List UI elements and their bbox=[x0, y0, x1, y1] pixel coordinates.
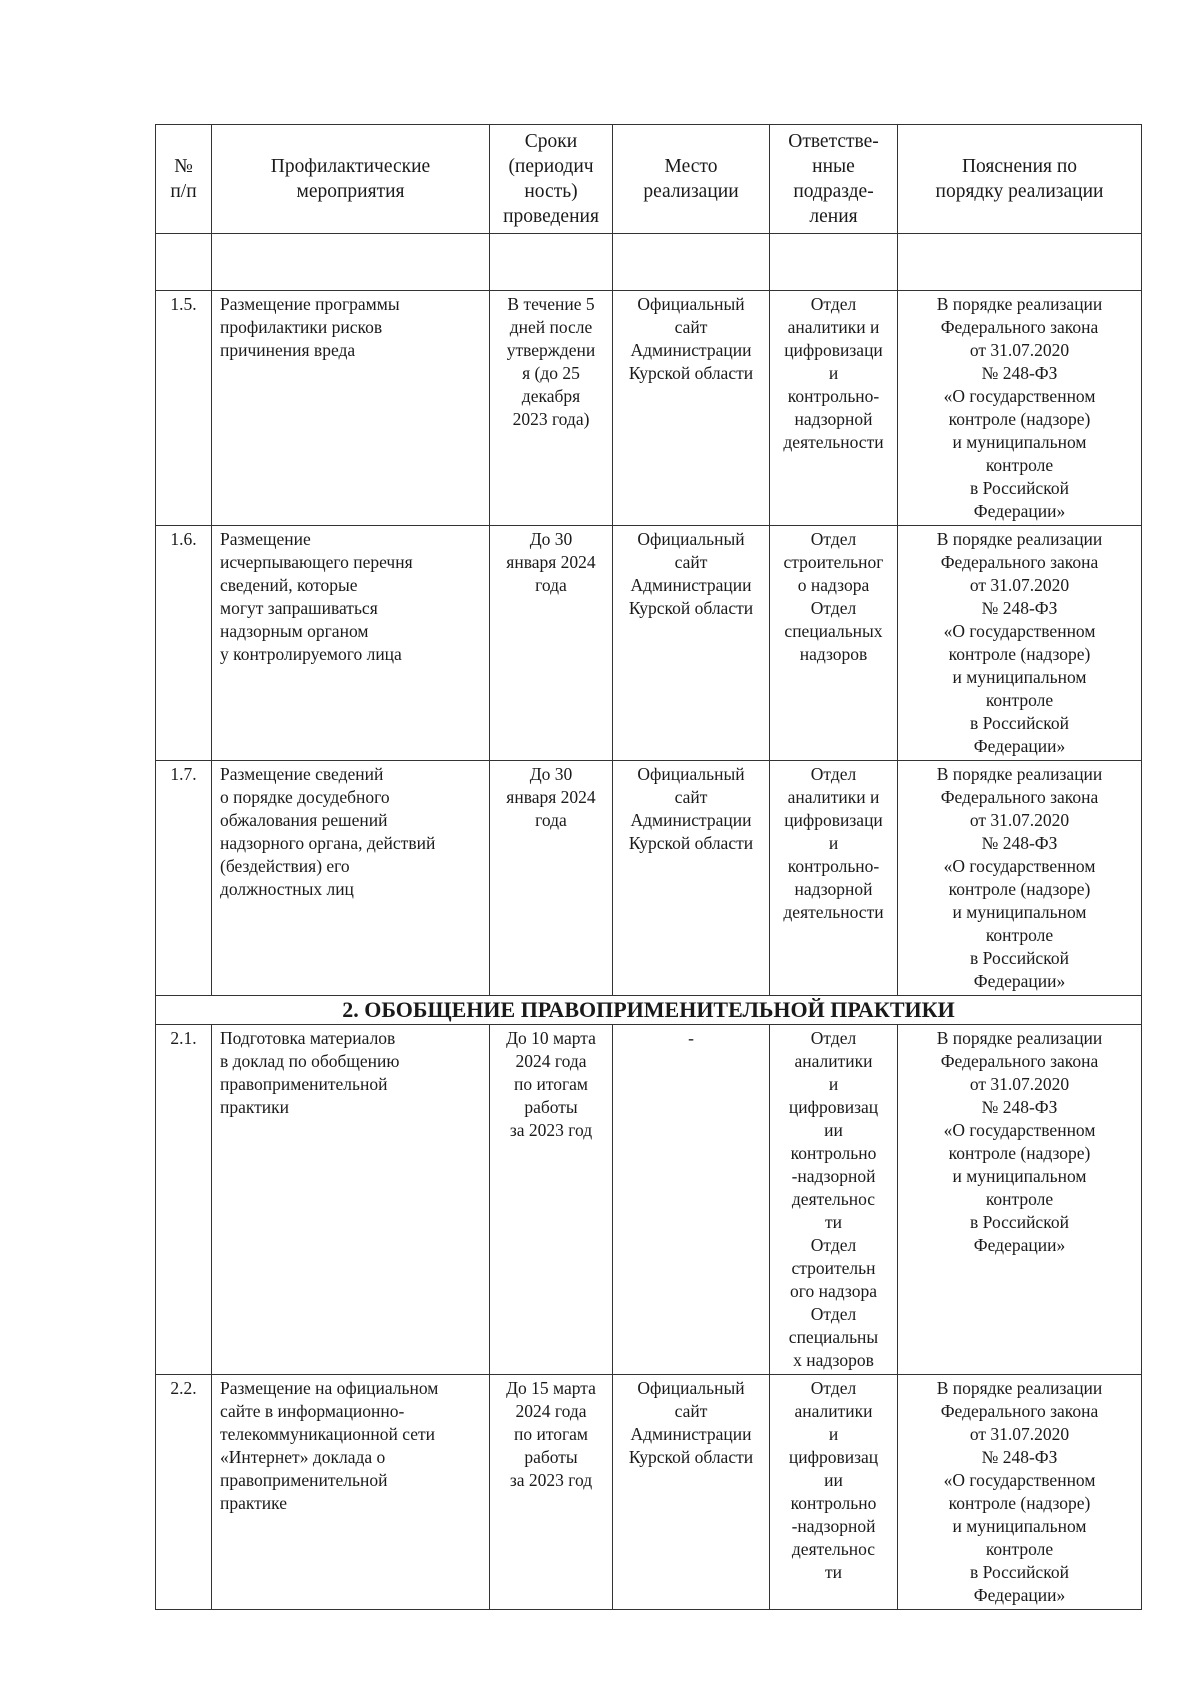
section-title: 2. ОБОБЩЕНИЕ ПРАВОПРИМЕНИТЕЛЬНОЙ ПРАКТИКИ bbox=[156, 996, 1142, 1025]
document-page bbox=[155, 124, 1141, 1610]
table-row bbox=[156, 1025, 1142, 1375]
header-activity: Профилактические мероприятия bbox=[212, 125, 490, 234]
row-responsible: Отдел аналитики и цифровизац ии контрольно -надзорной деятельнос ти Отдел строительн ого надзора Отдел специальны х надзоров bbox=[770, 1025, 898, 1375]
table-row bbox=[156, 526, 1142, 761]
row-terms: До 30 января 2024 года bbox=[490, 761, 613, 996]
empty-cell bbox=[156, 234, 212, 291]
row-responsible: Отдел строительног о надзора Отдел специальных надзоров bbox=[770, 526, 898, 761]
row-num: 1.5. bbox=[156, 291, 212, 526]
empty-cell bbox=[898, 234, 1142, 291]
empty-cell bbox=[613, 234, 770, 291]
empty-cell bbox=[770, 234, 898, 291]
row-notes: В порядке реализации Федерального закона от 31.07.2020 № 248-ФЗ «О государственном контроле (надзоре) и муниципальном контроле в Российской Федерации» bbox=[898, 761, 1142, 996]
row-terms: В течение 5 дней после утверждени я (до 25 декабря 2023 года) bbox=[490, 291, 613, 526]
row-place: Официальный сайт Администрации Курской области bbox=[613, 761, 770, 996]
row-activity: Подготовка материалов в доклад по обобщению правоприменительной практики bbox=[212, 1025, 490, 1375]
row-notes: В порядке реализации Федерального закона от 31.07.2020 № 248-ФЗ «О государственном контроле (надзоре) и муниципальном контроле в Российской Федерации» bbox=[898, 1375, 1142, 1610]
row-num: 1.7. bbox=[156, 761, 212, 996]
activities-table bbox=[155, 124, 1142, 1610]
header-notes: Пояснения по порядку реализации bbox=[898, 125, 1142, 234]
row-place: Официальный сайт Администрации Курской области bbox=[613, 526, 770, 761]
header-place: Место реализации bbox=[613, 125, 770, 234]
empty-cell bbox=[490, 234, 613, 291]
row-num: 2.1. bbox=[156, 1025, 212, 1375]
row-num: 2.2. bbox=[156, 1375, 212, 1610]
row-responsible: Отдел аналитики и цифровизаци и контрольно- надзорной деятельности bbox=[770, 761, 898, 996]
row-activity: Размещение исчерпывающего перечня сведений, которые могут запрашиваться надзорным органом у контролируемого лица bbox=[212, 526, 490, 761]
row-activity: Размещение программы профилактики рисков причинения вреда bbox=[212, 291, 490, 526]
table-row bbox=[156, 291, 1142, 526]
section-row bbox=[156, 996, 1142, 1025]
header-responsible: Ответстве- нные подразде- ления bbox=[770, 125, 898, 234]
row-num: 1.6. bbox=[156, 526, 212, 761]
row-activity: Размещение на официальном сайте в информационно- телекоммуникационной сети «Интернет» доклада о правоприменительной практике bbox=[212, 1375, 490, 1610]
row-activity: Размещение сведений о порядке досудебного обжалования решений надзорного органа, действий (бездействия) его должностных лиц bbox=[212, 761, 490, 996]
row-terms: До 15 марта 2024 года по итогам работы за 2023 год bbox=[490, 1375, 613, 1610]
header-num: № п/п bbox=[156, 125, 212, 234]
row-place: Официальный сайт Администрации Курской области bbox=[613, 1375, 770, 1610]
table-header-row bbox=[156, 125, 1142, 234]
header-terms: Сроки (периодич ность) проведения bbox=[490, 125, 613, 234]
empty-row bbox=[156, 234, 1142, 291]
table-row bbox=[156, 1375, 1142, 1610]
row-terms: До 30 января 2024 года bbox=[490, 526, 613, 761]
row-responsible: Отдел аналитики и цифровизаци и контрольно- надзорной деятельности bbox=[770, 291, 898, 526]
empty-cell bbox=[212, 234, 490, 291]
table-row bbox=[156, 761, 1142, 996]
row-responsible: Отдел аналитики и цифровизац ии контрольно -надзорной деятельнос ти bbox=[770, 1375, 898, 1610]
row-notes: В порядке реализации Федерального закона от 31.07.2020 № 248-ФЗ «О государственном контроле (надзоре) и муниципальном контроле в Российской Федерации» bbox=[898, 291, 1142, 526]
row-notes: В порядке реализации Федерального закона от 31.07.2020 № 248-ФЗ «О государственном контроле (надзоре) и муниципальном контроле в Российской Федерации» bbox=[898, 1025, 1142, 1375]
row-terms: До 10 марта 2024 года по итогам работы за 2023 год bbox=[490, 1025, 613, 1375]
row-notes: В порядке реализации Федерального закона от 31.07.2020 № 248-ФЗ «О государственном контроле (надзоре) и муниципальном контроле в Российской Федерации» bbox=[898, 526, 1142, 761]
row-place: Официальный сайт Администрации Курской области bbox=[613, 291, 770, 526]
row-place: - bbox=[613, 1025, 770, 1375]
